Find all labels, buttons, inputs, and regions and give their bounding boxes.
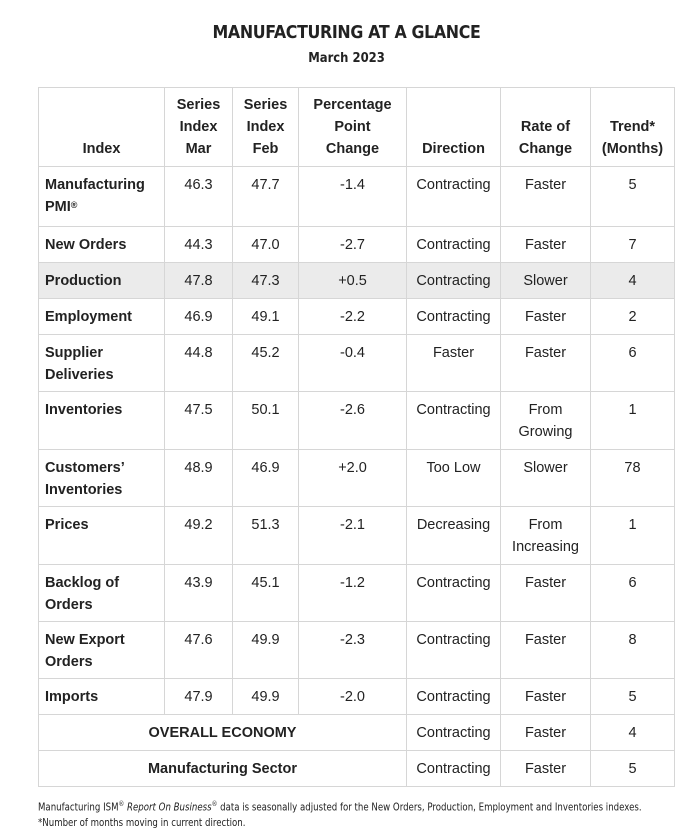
cell-direction: Contracting bbox=[407, 622, 501, 679]
cell-trend: 78 bbox=[591, 450, 675, 507]
col-header-rate: Rate of Change bbox=[501, 88, 591, 167]
cell-direction: Contracting bbox=[407, 392, 501, 450]
cell-direction: Too Low bbox=[407, 450, 501, 507]
table-row bbox=[39, 622, 675, 679]
cell-direction: Contracting bbox=[407, 227, 501, 263]
cell-mar: 49.2 bbox=[165, 507, 233, 565]
cell-rate: Faster bbox=[501, 622, 591, 679]
cell-rate: Faster bbox=[501, 751, 591, 787]
row-index-name: Manufacturing PMI® bbox=[39, 167, 165, 227]
footnote-line-2: *Number of months moving in current direction. bbox=[38, 816, 246, 829]
cell-rate: From Growing bbox=[501, 392, 591, 450]
cell-direction: Contracting bbox=[407, 751, 501, 787]
cell-mar: 47.8 bbox=[165, 263, 233, 299]
cell-pct-change: -2.2 bbox=[299, 299, 407, 335]
cell-pct-change: -2.7 bbox=[299, 227, 407, 263]
cell-feb: 47.3 bbox=[233, 263, 299, 299]
cell-feb: 49.9 bbox=[233, 622, 299, 679]
cell-rate: Faster bbox=[501, 299, 591, 335]
row-index-name: Backlog of Orders bbox=[39, 565, 165, 622]
cell-rate: Slower bbox=[501, 450, 591, 507]
cell-direction: Contracting bbox=[407, 263, 501, 299]
row-index-name: New Orders bbox=[39, 227, 165, 263]
cell-feb: 51.3 bbox=[233, 507, 299, 565]
table-row bbox=[39, 335, 675, 392]
cell-rate: Slower bbox=[501, 263, 591, 299]
col-header-pct-change: Percentage Point Change bbox=[299, 88, 407, 167]
col-header-feb: Series Index Feb bbox=[233, 88, 299, 167]
cell-pct-change: -1.2 bbox=[299, 565, 407, 622]
table-row bbox=[39, 392, 675, 450]
cell-trend: 4 bbox=[591, 263, 675, 299]
page-subtitle: March 2023 bbox=[308, 50, 385, 66]
cell-feb: 46.9 bbox=[233, 450, 299, 507]
cell-trend: 2 bbox=[591, 299, 675, 335]
cell-feb: 47.7 bbox=[233, 167, 299, 227]
cell-pct-change: -2.3 bbox=[299, 622, 407, 679]
manufacturing-table bbox=[38, 87, 675, 787]
cell-pct-change: -0.4 bbox=[299, 335, 407, 392]
row-index-name: Prices bbox=[39, 507, 165, 565]
cell-trend: 1 bbox=[591, 392, 675, 450]
cell-rate: Faster bbox=[501, 565, 591, 622]
summary-label: Manufacturing Sector bbox=[39, 751, 407, 787]
cell-trend: 4 bbox=[591, 715, 675, 751]
cell-trend: 5 bbox=[591, 679, 675, 715]
table-row bbox=[39, 565, 675, 622]
cell-rate: Faster bbox=[501, 167, 591, 227]
cell-feb: 45.1 bbox=[233, 565, 299, 622]
table-row bbox=[39, 299, 675, 335]
summary-row-overall-economy bbox=[39, 715, 675, 751]
cell-mar: 43.9 bbox=[165, 565, 233, 622]
footnote-line-1: Manufacturing ISM® Report On Business® data is seasonally adjusted for the New Orders, Production, Employment and Inventories indexes. bbox=[38, 800, 642, 814]
cell-direction: Decreasing bbox=[407, 507, 501, 565]
cell-mar: 44.3 bbox=[165, 227, 233, 263]
col-header-index: Index bbox=[39, 88, 165, 167]
cell-feb: 47.0 bbox=[233, 227, 299, 263]
cell-feb: 45.2 bbox=[233, 335, 299, 392]
cell-direction: Contracting bbox=[407, 167, 501, 227]
cell-trend: 5 bbox=[591, 751, 675, 787]
cell-pct-change: -1.4 bbox=[299, 167, 407, 227]
cell-mar: 48.9 bbox=[165, 450, 233, 507]
row-index-name: Employment bbox=[39, 299, 165, 335]
cell-direction: Contracting bbox=[407, 565, 501, 622]
cell-rate: Faster bbox=[501, 679, 591, 715]
cell-pct-change: -2.6 bbox=[299, 392, 407, 450]
row-index-name: Imports bbox=[39, 679, 165, 715]
col-header-direction: Direction bbox=[407, 88, 501, 167]
row-index-name: Production bbox=[39, 263, 165, 299]
col-header-mar: Series Index Mar bbox=[165, 88, 233, 167]
cell-mar: 47.5 bbox=[165, 392, 233, 450]
cell-mar: 46.3 bbox=[165, 167, 233, 227]
cell-feb: 49.9 bbox=[233, 679, 299, 715]
table-row bbox=[39, 507, 675, 565]
table-row bbox=[39, 679, 675, 715]
table-header-row bbox=[39, 88, 675, 167]
cell-pct-change: +0.5 bbox=[299, 263, 407, 299]
col-header-trend: Trend* (Months) bbox=[591, 88, 675, 167]
row-index-name: Inventories bbox=[39, 392, 165, 450]
summary-row-manufacturing-sector bbox=[39, 751, 675, 787]
cell-direction: Contracting bbox=[407, 679, 501, 715]
cell-mar: 47.6 bbox=[165, 622, 233, 679]
cell-direction: Faster bbox=[407, 335, 501, 392]
row-index-name: New Export Orders bbox=[39, 622, 165, 679]
cell-pct-change: +2.0 bbox=[299, 450, 407, 507]
table-row bbox=[39, 167, 675, 227]
summary-label: OVERALL ECONOMY bbox=[39, 715, 407, 751]
table-row bbox=[39, 450, 675, 507]
row-index-name: Customers’ Inventories bbox=[39, 450, 165, 507]
cell-trend: 8 bbox=[591, 622, 675, 679]
cell-direction: Contracting bbox=[407, 299, 501, 335]
page-title: MANUFACTURING AT A GLANCE bbox=[212, 22, 481, 43]
cell-rate: Faster bbox=[501, 335, 591, 392]
cell-rate: Faster bbox=[501, 715, 591, 751]
table-row-highlighted bbox=[39, 263, 675, 299]
footnote bbox=[38, 797, 642, 831]
table-row bbox=[39, 227, 675, 263]
cell-mar: 47.9 bbox=[165, 679, 233, 715]
cell-mar: 46.9 bbox=[165, 299, 233, 335]
cell-pct-change: -2.1 bbox=[299, 507, 407, 565]
cell-trend: 7 bbox=[591, 227, 675, 263]
cell-trend: 6 bbox=[591, 565, 675, 622]
cell-rate: From Increasing bbox=[501, 507, 591, 565]
cell-feb: 49.1 bbox=[233, 299, 299, 335]
cell-direction: Contracting bbox=[407, 715, 501, 751]
cell-mar: 44.8 bbox=[165, 335, 233, 392]
row-index-name: Supplier Deliveries bbox=[39, 335, 165, 392]
cell-feb: 50.1 bbox=[233, 392, 299, 450]
cell-trend: 1 bbox=[591, 507, 675, 565]
cell-rate: Faster bbox=[501, 227, 591, 263]
cell-trend: 5 bbox=[591, 167, 675, 227]
cell-trend: 6 bbox=[591, 335, 675, 392]
cell-pct-change: -2.0 bbox=[299, 679, 407, 715]
